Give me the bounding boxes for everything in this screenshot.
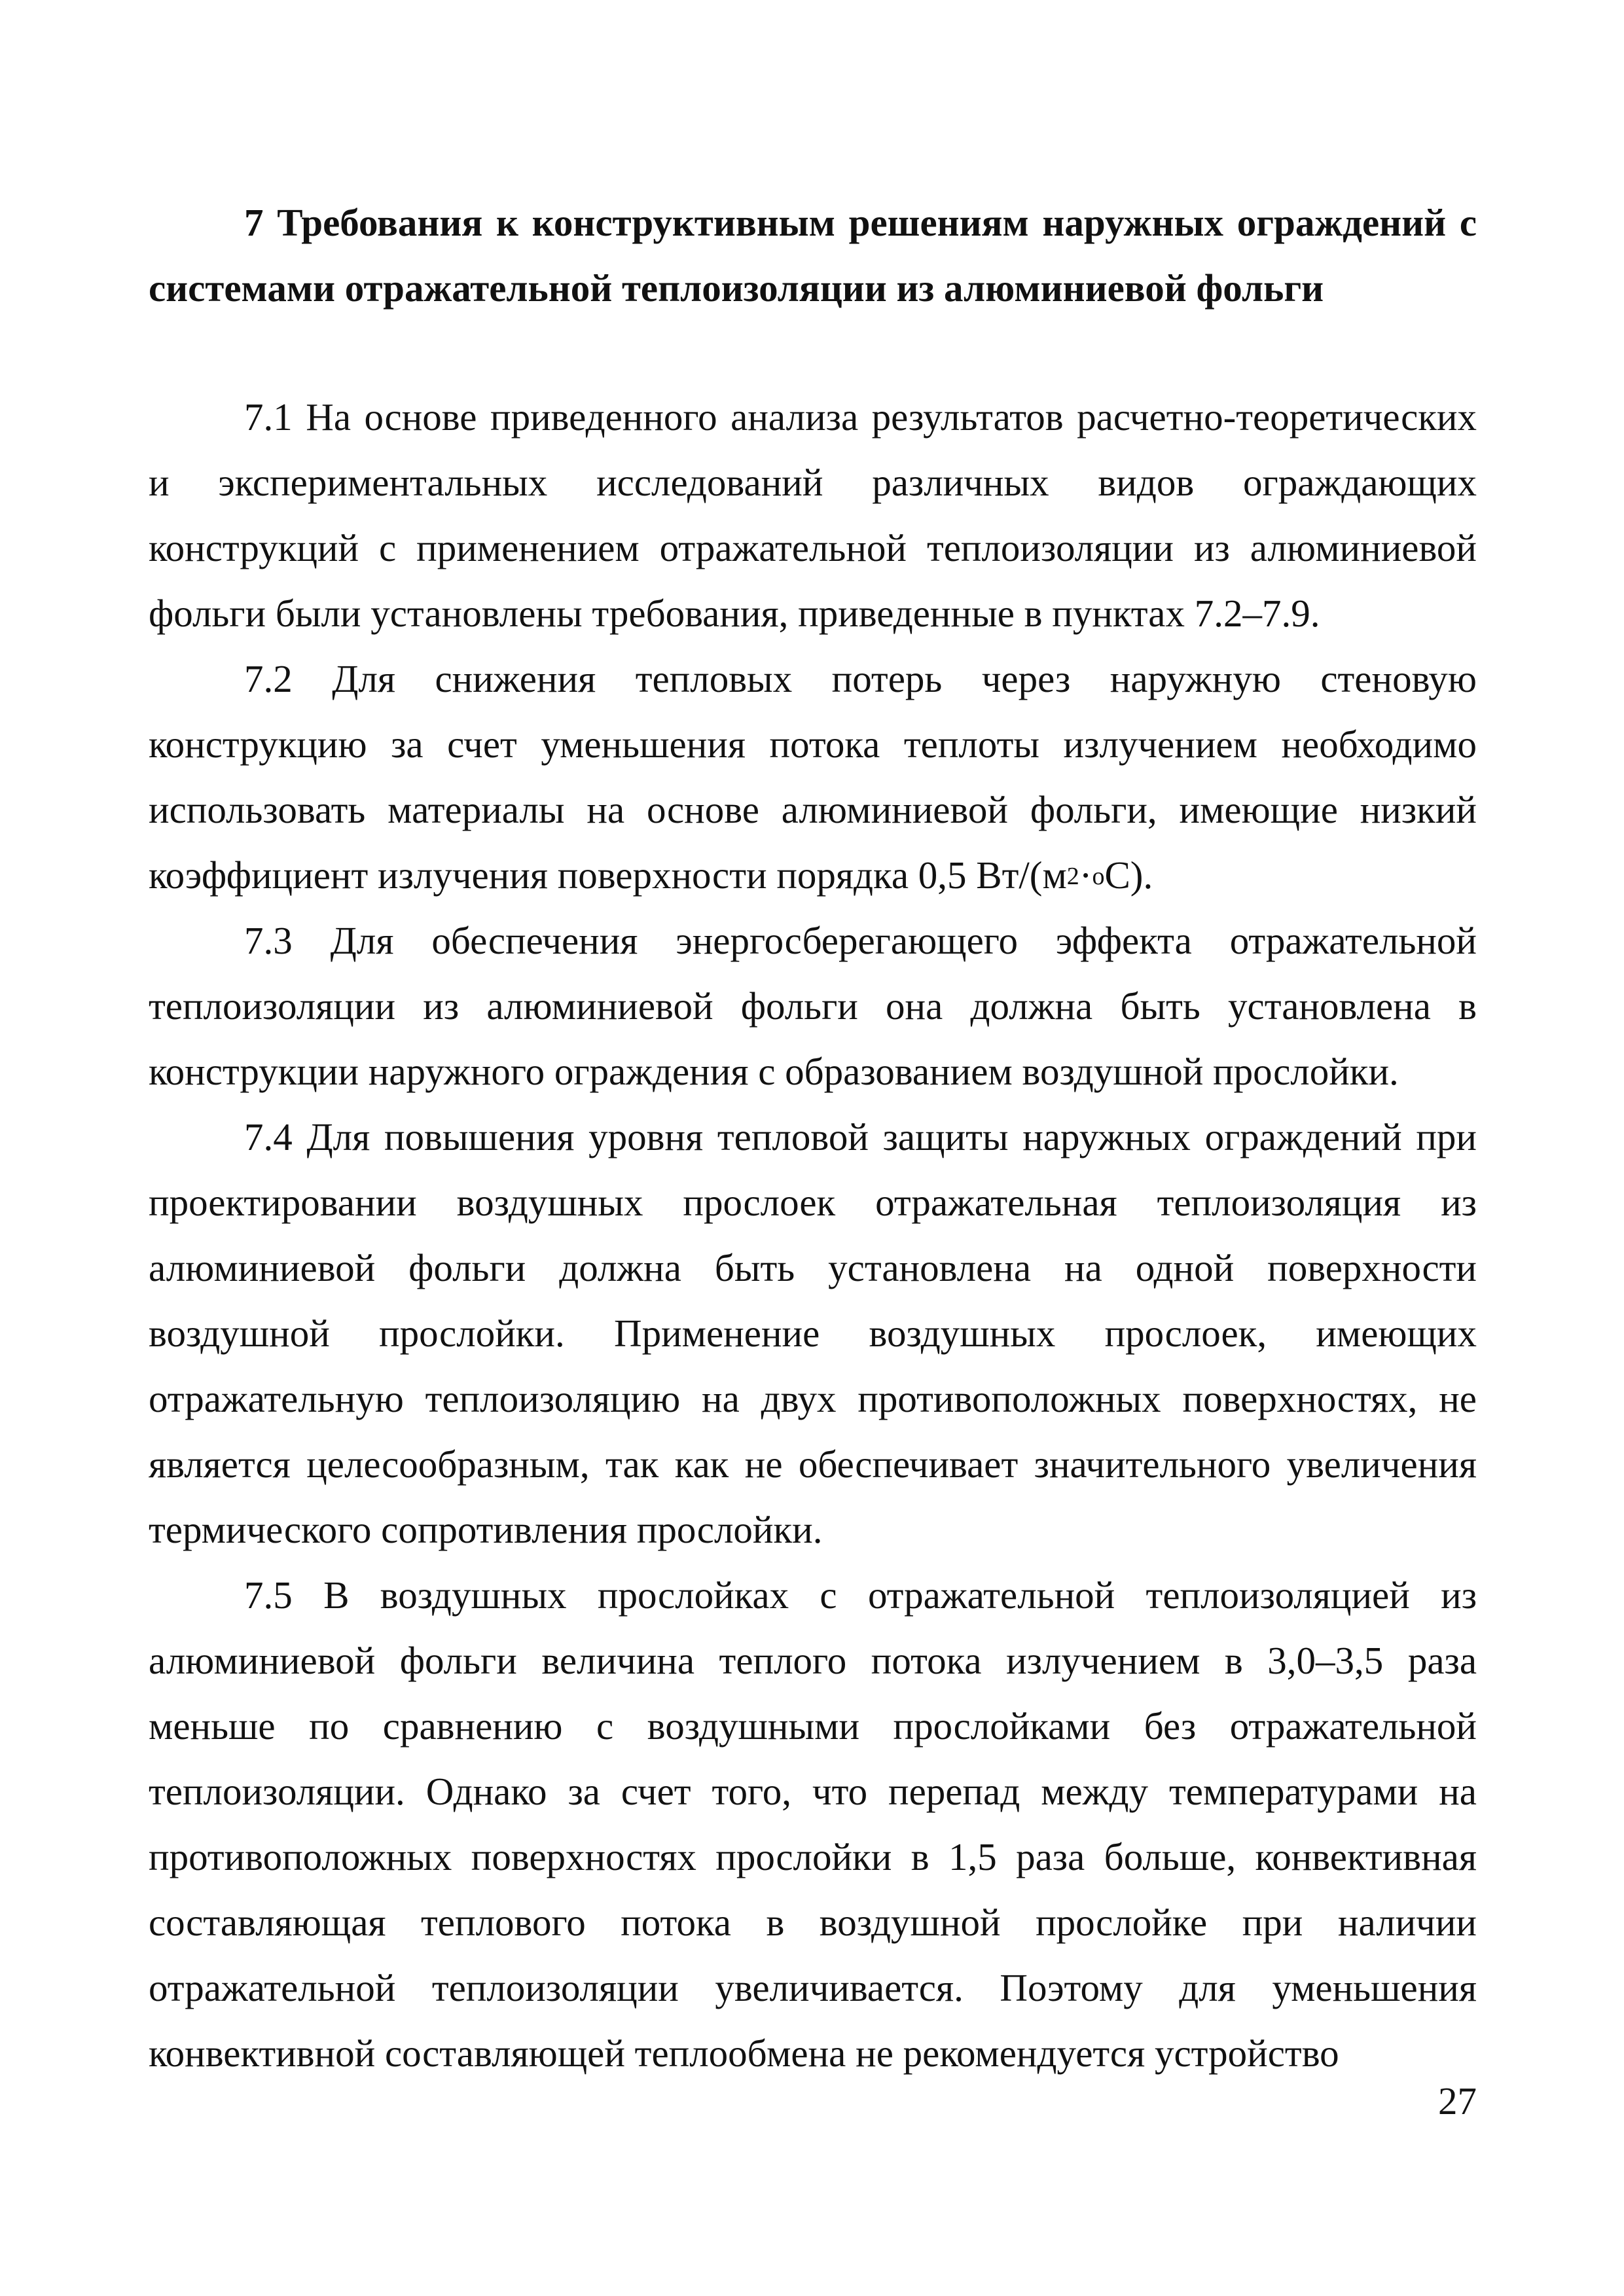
paragraph-7-3: 7.3 Для обеспечения энергосберегающего эффекта отражательной теплоизоляции из алюминиевой фольги она должна быть установлена в конструкции наружного ограждения с образованием воздушной прослойки.	[149, 919, 1477, 1093]
page-content	[149, 190, 1477, 2086]
section-heading: 7 Требования к конструктивным решениям наружных ограждений с системами отражательной теплоизоляции из алюминиевой фольги	[149, 201, 1477, 310]
page-number: 27	[1438, 2079, 1477, 2123]
paragraph-7-2-end: С).	[1104, 853, 1153, 897]
multiply-dot: ·	[1079, 853, 1092, 897]
superscript-degree: o	[1092, 863, 1105, 890]
paragraph-7-1: 7.1 На основе приведенного анализа результатов расчетно-теоретических и экспериментальных исследований различных видов ограждающих конструкций с применением отражательной теплоизоляции из алюминиевой фольги были установлены требования, приведенные в пунктах 7.2–7.9.	[149, 395, 1477, 635]
paragraph-7-5: 7.5 В воздушных прослойках с отражательной теплоизоляцией из алюминиевой фольги величина теплого потока излучением в 3,0–3,5 раза меньше по сравнению с воздушными прослойками без отражательной теплоизоляции. Однако за счет того, что перепад между температурами на противоположных поверхностях прослойки в 1,5 раза больше, конвективная составляющая теплового потока в воздушной прослойке при наличии отражательной теплоизоляции увеличивается. Поэтому для уменьшения конвективной составляющей теплообмена не рекомендуется устройство	[149, 1573, 1477, 2075]
paragraph-7-2-text: 7.2 Для снижения тепловых потерь через наружную стеновую конструкцию за счет уменьшения потока теплоты излучением необходимо использовать материалы на основе алюминиевой фольги, имеющие низкий коэффициент излучения поверхности порядка 0,5 Вт/(м	[149, 657, 1477, 897]
paragraph-7-2	[149, 646, 1477, 908]
superscript-square: 2	[1066, 863, 1079, 890]
paragraph-7-4: 7.4 Для повышения уровня тепловой защиты наружных ограждений при проектировании воздушных прослоек отражательная теплоизоляция из алюминиевой фольги должна быть установлена на одной поверхности воздушной прослойки. Применение воздушных прослоек, имеющих отражательную теплоизоляцию на двух противоположных поверхностях, не является целесообразным, так как не обеспечивает значительного увеличения термического сопротивления прослойки.	[149, 1115, 1477, 1551]
